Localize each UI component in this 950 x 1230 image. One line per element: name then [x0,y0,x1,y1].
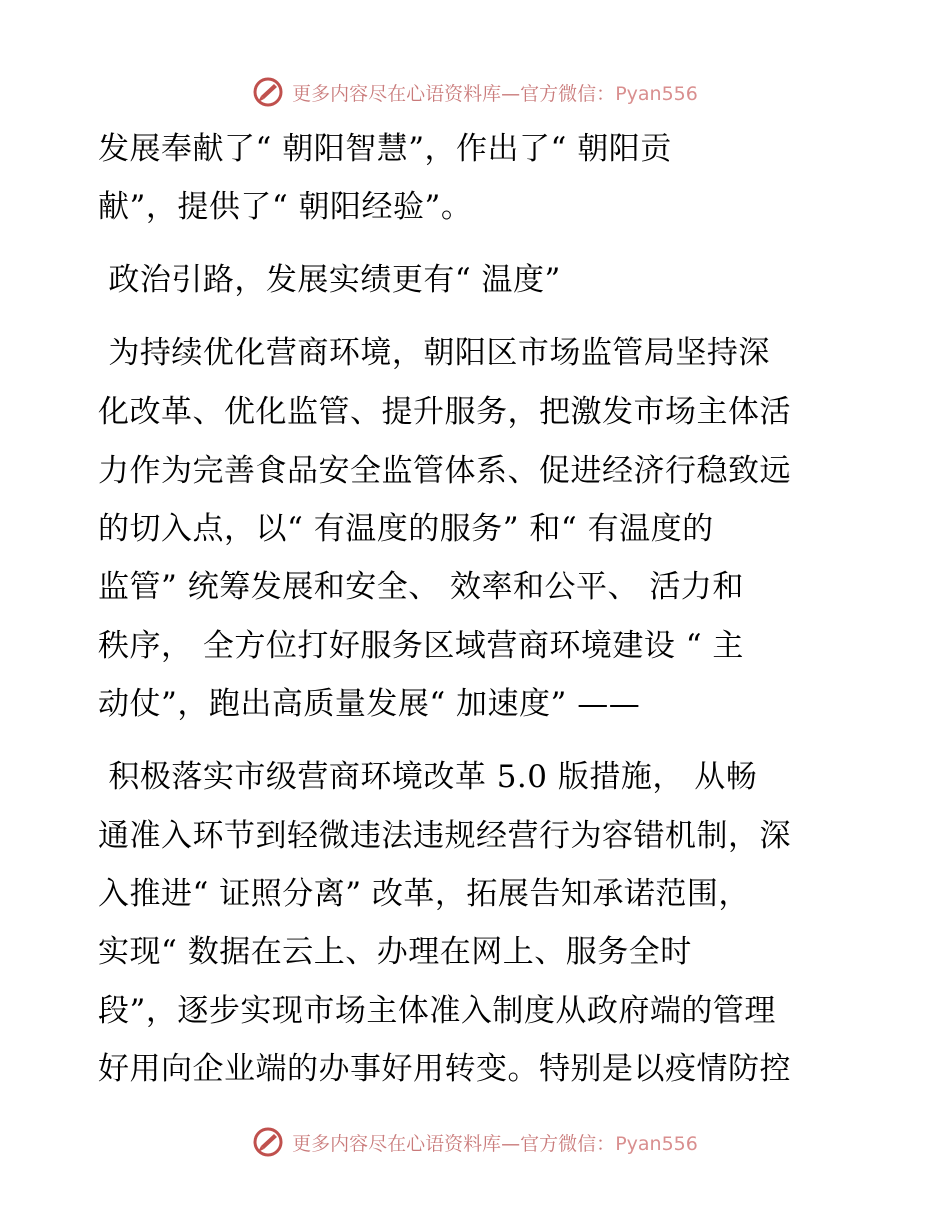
body-line: 通准入环节到轻微违法违规经营行为容错机制，深 [98,818,791,854]
body-line: 动仗”，跑出高质量发展“ 加速度” —— [98,686,641,722]
body-line: 监管” 统筹发展和安全、 效率和公平、 活力和 [98,569,744,605]
watermark-text: 更多内容尽在心语资料库—官方微信：Pyan556 [292,82,698,105]
body-line: 入推进“ 证照分离” 改革，拓展告知承诺范围， [98,876,750,912]
brand-logo-icon [252,1126,284,1158]
body-line: 化改革、优化监管、提升服务，把激发市场主体活 [98,394,791,430]
watermark-footer [0,1122,950,1162]
body-line: 好用向企业端的办事好用转变。特别是以疫情防控 [98,1051,791,1087]
body-line: 秩序， 全方位打好服务区域营商环境建设 “ 主 [98,628,744,664]
body-line: 为持续优化营商环境，朝阳区市场监管局坚持深 [98,335,770,371]
body-line: 力作为完善食品安全监管体系、促进经济行稳致远 [98,453,791,489]
brand-logo-icon [252,76,284,108]
body-line: 的切入点，以“ 有温度的服务” 和“ 有温度的 [98,511,714,547]
body-line: 发展奉献了“ 朝阳智慧”，作出了“ 朝阳贡 [98,131,672,167]
body-line: 献”，提供了“ 朝阳经验”。 [98,189,473,225]
body-line: 积极落实市级营商环境改革 5.0 版措施， 从畅 [98,759,758,795]
watermark-header [0,72,950,112]
section-heading: 政治引路，发展实绩更有“ 温度” [98,262,561,298]
body-line: 实现“ 数据在云上、办理在网上、服务全时 [98,934,692,970]
body-line: 段”，逐步实现市场主体准入制度从政府端的管理 [98,993,776,1029]
watermark-text: 更多内容尽在心语资料库—官方微信：Pyan556 [292,1132,698,1155]
